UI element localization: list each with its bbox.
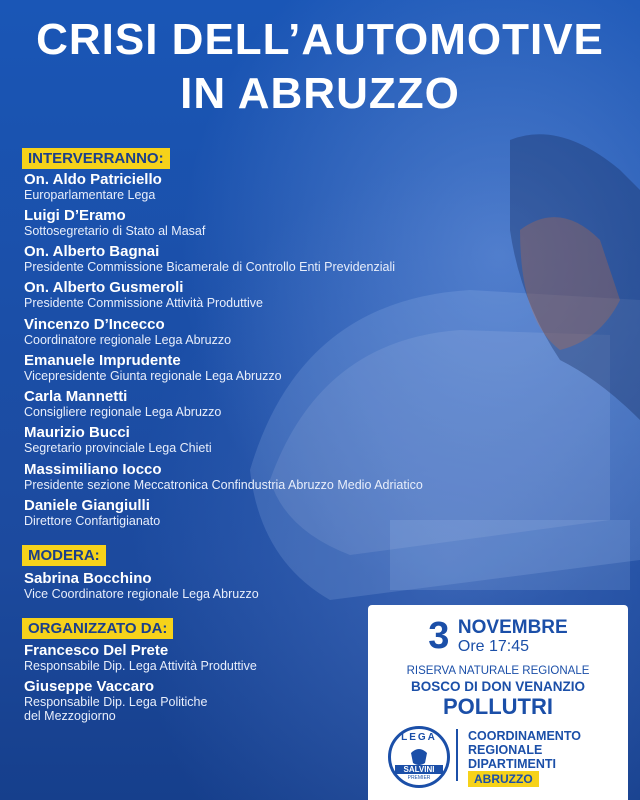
speakers-label: INTERVERRANNO: <box>22 148 170 169</box>
speaker-entry <box>24 461 423 492</box>
speaker-name: Maurizio Bucci <box>24 424 130 441</box>
speaker-role: Sottosegretario di Stato al Masaf <box>24 224 206 238</box>
logo-text-tiny: PREMIER <box>407 775 431 781</box>
moderator-entry <box>24 570 259 601</box>
logo-text-top: LEGA <box>401 732 437 743</box>
event-venue-line1: RISERVA NATURALE REGIONALE <box>406 665 590 677</box>
organizer-entry <box>24 678 207 723</box>
event-time: Ore 17:45 <box>457 638 530 655</box>
lega-salvini-logo <box>388 726 450 788</box>
speaker-role: Segretario provinciale Lega Chieti <box>24 441 212 455</box>
logo-text-bottom: SALVINI <box>395 765 443 774</box>
moderator-label: MODERA: <box>22 545 106 566</box>
speaker-role: Direttore Confartigianato <box>24 514 161 528</box>
organizer-role-continued: del Mezzogiorno <box>24 709 116 723</box>
organizer-name: Francesco Del Prete <box>24 642 169 659</box>
coordination-line1: COORDINAMENTO <box>468 729 581 743</box>
speaker-entry <box>24 171 162 202</box>
organizer-entry <box>24 642 257 673</box>
event-month: NOVEMBRE <box>457 617 568 638</box>
speaker-name: Vincenzo D’Incecco <box>24 316 165 333</box>
divider <box>456 729 458 781</box>
event-city: POLLUTRI <box>443 694 553 719</box>
speaker-entry <box>24 279 263 310</box>
speaker-role: Presidente Commissione Bicamerale di Controllo Enti Previdenziali <box>24 260 395 274</box>
speaker-name: Daniele Giangiulli <box>24 497 150 514</box>
coordination-line2: REGIONALE <box>468 743 543 757</box>
speaker-name: On. Alberto Bagnai <box>24 243 160 260</box>
speaker-name: Luigi D’Eramo <box>24 207 126 224</box>
speaker-name: Carla Mannetti <box>24 388 128 405</box>
speaker-role: Consigliere regionale Lega Abruzzo <box>24 405 222 419</box>
organizers-label: ORGANIZZATO DA: <box>22 618 173 639</box>
speaker-role: Presidente Commissione Attività Produttive <box>24 296 263 310</box>
speaker-entry <box>24 243 395 274</box>
speaker-name: Emanuele Imprudente <box>24 352 181 369</box>
speaker-role: Coordinatore regionale Lega Abruzzo <box>24 333 232 347</box>
poster-title-line1: CRISI DELL’AUTOMOTIVE <box>36 15 604 64</box>
speaker-role: Presidente sezione Meccatronica Confindustria Abruzzo Medio Adriatico <box>24 478 423 492</box>
coordination-line3: DIPARTIMENTI <box>468 757 556 771</box>
speaker-entry <box>24 388 221 419</box>
speaker-entry <box>24 316 231 347</box>
organizer-role: Responsabile Dip. Lega Attività Produttive <box>24 659 257 673</box>
speaker-role: Europarlamentare Lega <box>24 188 156 202</box>
event-day: 3 <box>428 615 450 657</box>
speaker-name: On. Alberto Gusmeroli <box>24 279 184 296</box>
speaker-name: On. Aldo Patriciello <box>24 171 162 188</box>
region-badge: ABRUZZO <box>468 771 539 787</box>
moderator-role: Vice Coordinatore regionale Lega Abruzzo <box>24 587 259 601</box>
speaker-entry <box>24 207 205 238</box>
organizer-name: Giuseppe Vaccaro <box>24 678 155 695</box>
speaker-entry <box>24 352 282 383</box>
poster-title-line2: IN ABRUZZO <box>180 69 460 118</box>
organizer-role: Responsabile Dip. Lega Politiche <box>24 695 208 709</box>
event-venue-line2: BOSCO DI DON VENANZIO <box>410 679 585 694</box>
speaker-name: Massimiliano Iocco <box>24 461 162 478</box>
speaker-entry <box>24 497 160 528</box>
event-date <box>368 617 628 656</box>
speaker-role: Vicepresidente Giunta regionale Lega Abruzzo <box>24 369 282 383</box>
event-info-box <box>368 605 628 800</box>
speaker-entry <box>24 424 212 455</box>
moderator-name: Sabrina Bocchino <box>24 570 152 587</box>
